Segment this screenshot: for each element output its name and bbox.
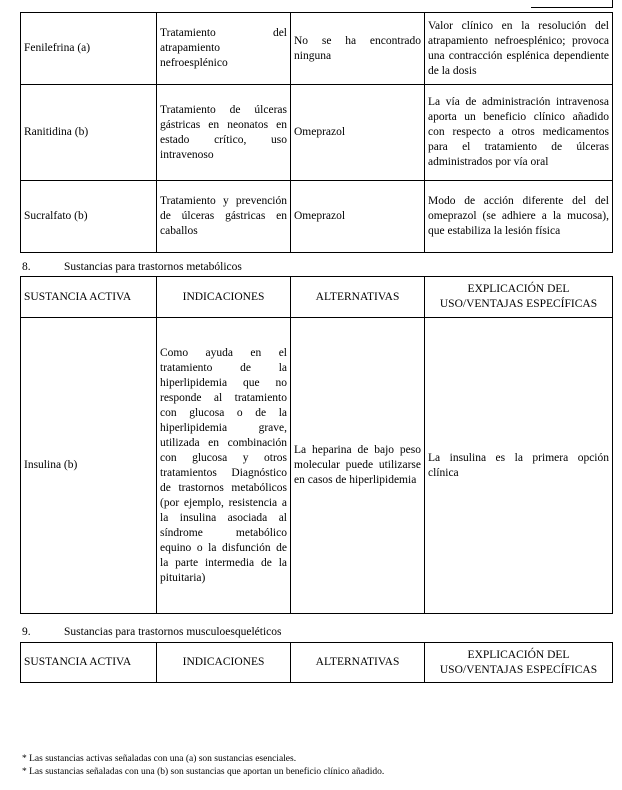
section-heading-8 [22, 260, 242, 274]
substance-cell: Insulina (b) [21, 318, 157, 614]
header-substance: SUSTANCIA ACTIVA [21, 277, 157, 318]
section-number: 9. [22, 626, 31, 638]
table-header-row [21, 277, 613, 318]
explanation-cell: Valor clínico en la resolución del atrapamiento nefroesplénico; provoca una contracción esplénica dependiente de la dosis [425, 13, 613, 85]
footnotes [22, 753, 384, 779]
section-title: Sustancias para trastornos metabólicos [64, 261, 242, 273]
substances-table-continued [20, 12, 613, 253]
explanation-cell: La vía de administración intravenosa aporta un beneficio clínico añadido con respecto a otros medicamentos para el tratamiento de úlceras administrados por vía oral [425, 85, 613, 181]
explanation-cell: La insulina es la primera opción clínica [425, 318, 613, 614]
table-header-row [21, 643, 613, 683]
header-indications: INDICACIONES [157, 643, 291, 683]
alternatives-cell: La heparina de bajo peso molecular puede utilizarse en casos de hiperlipidemia [291, 318, 425, 614]
metabolic-substances-table [20, 276, 613, 614]
substance-cell: Sucralfato (b) [21, 181, 157, 253]
previous-page-table-edge [531, 0, 613, 8]
header-explanation [425, 643, 613, 683]
header-explanation-line1: EXPLICACIÓN DEL [467, 648, 570, 661]
alternatives-cell: Omeprazol [291, 85, 425, 181]
explanation-cell: Modo de acción diferente del del omeprazol (se adhiere a la mucosa), que estabiliza la lesión física [425, 181, 613, 253]
section-number: 8. [22, 261, 31, 273]
alternatives-cell: Omeprazol [291, 181, 425, 253]
alternatives-cell: No se ha encontrado ninguna [291, 13, 425, 85]
indications-cell: Tratamiento del atrapamiento nefroesplénico [157, 13, 291, 85]
table-row [21, 85, 613, 181]
header-alternatives: ALTERNATIVAS [291, 277, 425, 318]
substance-cell: Fenilefrina (a) [21, 13, 157, 85]
table-row [21, 318, 613, 614]
header-explanation-line2: USO/VENTAJAS ESPECÍFICAS [439, 663, 598, 676]
header-substance: SUSTANCIA ACTIVA [21, 643, 157, 683]
table-row [21, 181, 613, 253]
header-explanation [425, 277, 613, 318]
header-indications: INDICACIONES [157, 277, 291, 318]
header-explanation-line2: USO/VENTAJAS ESPECÍFICAS [439, 298, 598, 310]
musculoskeletal-substances-table [20, 642, 613, 683]
footnote: * Las sustancias activas señaladas con una (a) son sustancias esenciales. [22, 754, 297, 764]
indications-cell: Como ayuda en el tratamiento de la hiperlipidemia que no responde al tratamiento con glucosa o de la hiperlipidemia grave, utilizada en combinación con glucosa y otros tratamientos Diagnóstico de trastornos metabólicos (por ejemplo, resistencia a la insulina asociada al síndrome metabólico equino o la disfunción de la parte intermedia de la pituitaria) [157, 318, 291, 614]
section-heading-9 [22, 625, 282, 639]
indications-cell: Tratamiento y prevención de úlceras gástricas en caballos [157, 181, 291, 253]
indications-cell: Tratamiento de úlceras gástricas en neonatos en estado crítico, uso intravenoso [157, 85, 291, 181]
header-alternatives: ALTERNATIVAS [291, 643, 425, 683]
header-explanation-line1: EXPLICACIÓN DEL [467, 283, 570, 295]
footnote: * Las sustancias señaladas con una (b) son sustancias que aportan un beneficio clínico añadido. [22, 767, 385, 777]
substance-cell: Ranitidina (b) [21, 85, 157, 181]
section-title: Sustancias para trastornos musculoesqueléticos [64, 626, 282, 638]
table-row [21, 13, 613, 85]
